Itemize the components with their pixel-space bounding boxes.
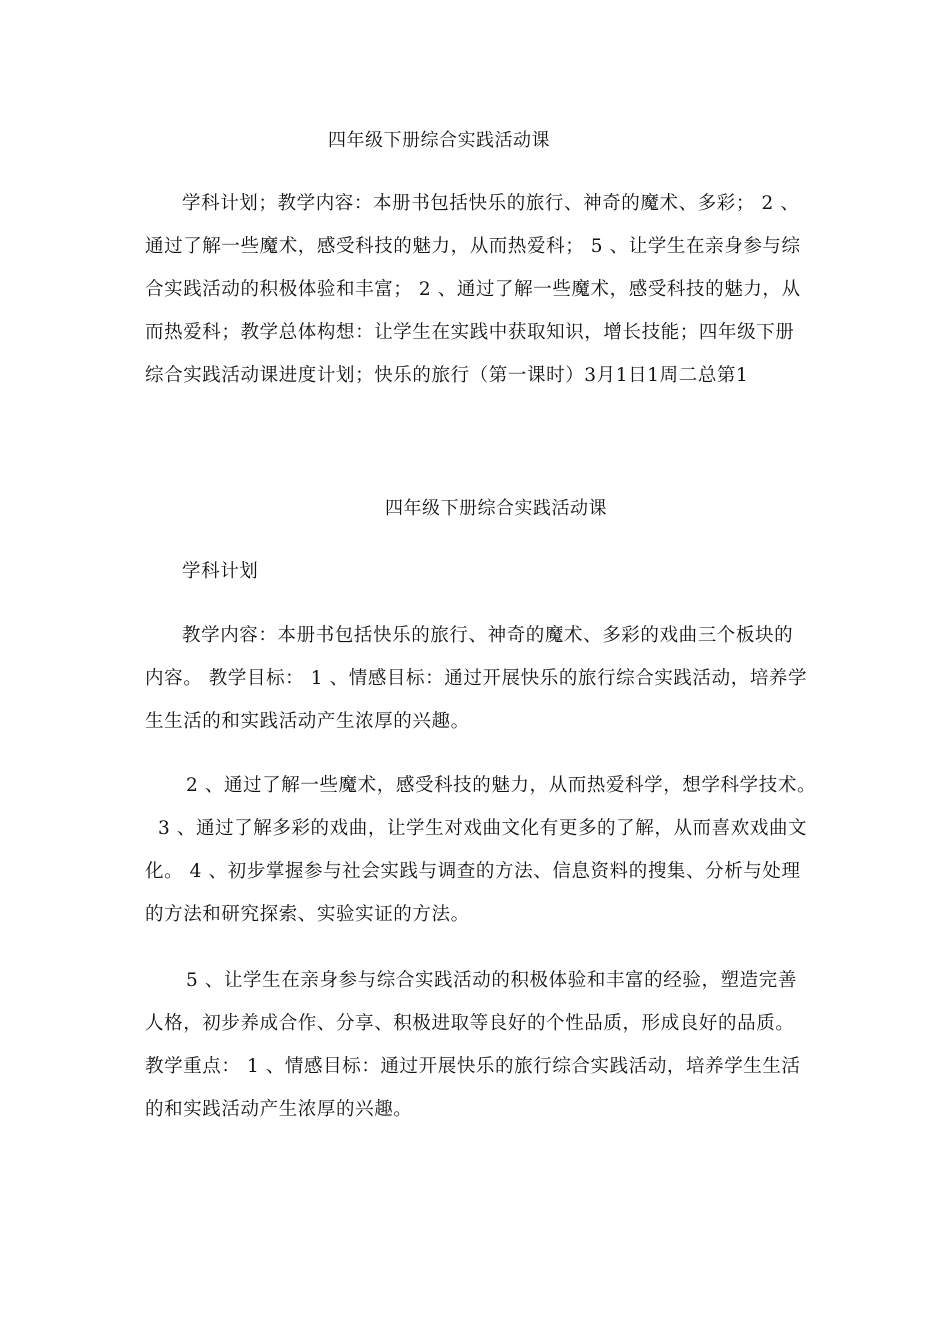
section1-title: 四年级下册综合实践活动课 [328, 130, 550, 151]
section2-para2-line-4: 的方法和研究探索、实验实证的方法。 [145, 904, 470, 925]
section2-para2-line-3: 化。 4 、初步掌握参与社会实践与调查的方法、信息资料的搜集、分析与处理 [145, 861, 801, 882]
section2-para1-line-1: 教学内容：本册书包括快乐的旅行、神奇的魔术、多彩的戏曲三个板块的 [182, 625, 794, 646]
section2-para3-line-2: 人格，初步养成合作、分享、积极进取等良好的个性品质，形成良好的品质。 [145, 1013, 795, 1034]
section2-para3-line-4: 的和实践活动产生浓厚的兴趣。 [145, 1099, 413, 1120]
section1-line-2: 通过了解一些魔术，感受科技的魅力，从而热爱科； 5 、让学生在亲身参与综 [145, 236, 801, 257]
section2-subtitle: 学科计划 [182, 561, 259, 582]
section2-para3-line-3: 教学重点： 1 、情感目标：通过开展快乐的旅行综合实践活动，培养学生生活 [145, 1056, 801, 1077]
section1-line-4: 而热爱科；教学总体构想：让学生在实践中获取知识，增长技能；四年级下册 [145, 322, 795, 343]
section2-title: 四年级下册综合实践活动课 [385, 498, 607, 519]
section2-para1-line-3: 生生活的和实践活动产生浓厚的兴趣。 [145, 711, 470, 732]
section2-para1-line-2: 内容。 教学目标： 1 、情感目标：通过开展快乐的旅行综合实践活动，培养学 [145, 668, 808, 689]
section1-line-3: 合实践活动的积极体验和丰富； 2 、通过了解一些魔术，感受科技的魅力，从 [145, 279, 801, 300]
section2-para2-line-2: 3 、通过了解多彩的戏曲，让学生对戏曲文化有更多的了解，从而喜欢戏曲文 [158, 818, 808, 839]
section2-para3-line-1: 5 、让学生在亲身参与综合实践活动的积极体验和丰富的经验，塑造完善 [186, 970, 797, 991]
section2-para2-line-1: 2 、通过了解一些魔术，感受科技的魅力，从而热爱科学，想学科学技术。 [186, 775, 817, 796]
section1-line-1: 学科计划；教学内容：本册书包括快乐的旅行、神奇的魔术、多彩； 2 、 [182, 193, 800, 214]
section1-line-5: 综合实践活动课进度计划；快乐的旅行（第一课时）3月1日1周二总第1 [145, 365, 749, 386]
